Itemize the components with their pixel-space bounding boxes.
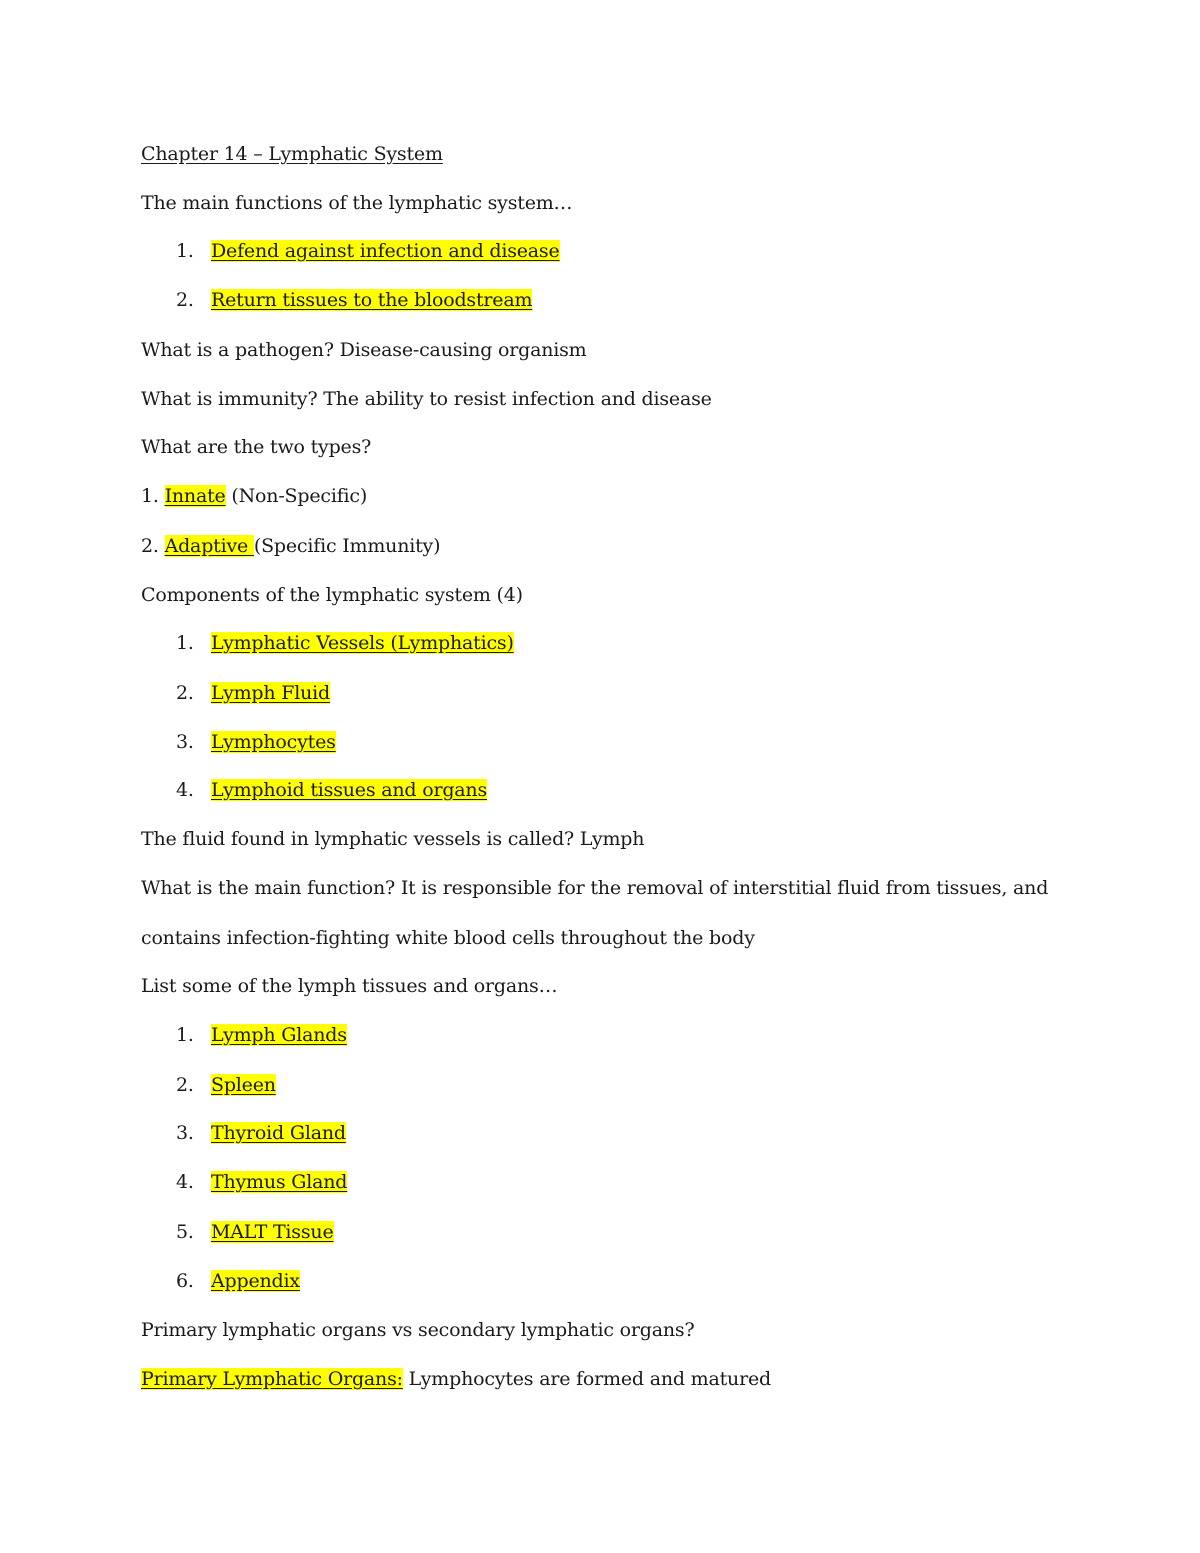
- list-item: [176, 777, 487, 803]
- list-item: [176, 287, 532, 313]
- list-number: 3.: [176, 731, 194, 753]
- fluid-line: The fluid found in lymphatic vessels is called? Lymph: [141, 828, 645, 850]
- highlighted-answer: Lymphocytes: [211, 731, 336, 753]
- list-number: 2.: [176, 289, 194, 311]
- list-item: [176, 1120, 346, 1146]
- highlighted-answer: Lymph Fluid: [211, 682, 331, 704]
- types-question: What are the two types?: [141, 436, 372, 458]
- highlighted-answer: Lymphatic Vessels (Lymphatics): [211, 632, 514, 654]
- highlighted-answer: Primary Lymphatic Organs:: [141, 1368, 403, 1390]
- list-item: [176, 1219, 334, 1245]
- list-item: [176, 1268, 300, 1294]
- highlighted-answer: Thyroid Gland: [211, 1122, 346, 1144]
- list-item: [176, 729, 336, 755]
- chapter-title-text: Chapter 14 – Lymphatic System: [141, 143, 443, 165]
- type-description: (Specific Immunity): [253, 535, 441, 557]
- list-number: 1.: [141, 485, 159, 507]
- list-number: 1.: [176, 1024, 194, 1046]
- highlighted-answer: MALT Tissue: [211, 1221, 334, 1243]
- highlighted-answer: Thymus Gland: [211, 1171, 348, 1193]
- list-number: 1.: [176, 632, 194, 654]
- list-number: 4.: [176, 779, 194, 801]
- list-item: [176, 238, 560, 264]
- highlighted-answer: Lymph Glands: [211, 1024, 347, 1046]
- highlighted-answer: Innate: [164, 485, 226, 507]
- primary-organs-description: Lymphocytes are formed and matured: [402, 1368, 771, 1390]
- highlighted-answer: Spleen: [211, 1074, 276, 1096]
- highlighted-answer: Lymphoid tissues and organs: [211, 779, 488, 801]
- type-item: [141, 483, 367, 509]
- functions-question: The main functions of the lymphatic system…: [141, 192, 573, 214]
- list-item: [176, 1022, 347, 1048]
- immunity-line: What is immunity? The ability to resist infection and disease: [141, 388, 712, 410]
- organs-question: List some of the lymph tissues and organs…: [141, 975, 558, 997]
- pathogen-line: What is a pathogen? Disease-causing organism: [141, 339, 587, 361]
- primary-organs-line: [141, 1366, 771, 1392]
- list-number: 1.: [176, 240, 194, 262]
- list-item: [176, 680, 330, 706]
- list-number: 5.: [176, 1221, 194, 1243]
- highlighted-answer: Defend against infection and disease: [211, 240, 560, 262]
- list-number: 2.: [176, 1074, 194, 1096]
- highlighted-answer: Appendix: [211, 1270, 300, 1292]
- list-number: 2.: [141, 535, 159, 557]
- primary-vs-secondary-question: Primary lymphatic organs vs secondary lymphatic organs?: [141, 1319, 695, 1341]
- list-item: [176, 1072, 276, 1098]
- chapter-title: [141, 141, 443, 167]
- type-item: [141, 533, 440, 559]
- list-number: 3.: [176, 1122, 194, 1144]
- list-number: 4.: [176, 1171, 194, 1193]
- main-function-line-2: contains infection-fighting white blood cells throughout the body: [141, 927, 755, 949]
- main-function-line-1: What is the main function? It is responsible for the removal of interstitial fluid from tissues, and: [141, 877, 1049, 899]
- components-question: Components of the lymphatic system (4): [141, 584, 523, 606]
- highlighted-answer: Return tissues to the bloodstream: [211, 289, 533, 311]
- highlighted-answer: Adaptive: [164, 535, 254, 557]
- list-number: 6.: [176, 1270, 194, 1292]
- type-description: (Non-Specific): [231, 485, 368, 507]
- list-number: 2.: [176, 682, 194, 704]
- list-item: [176, 1169, 347, 1195]
- list-item: [176, 630, 514, 656]
